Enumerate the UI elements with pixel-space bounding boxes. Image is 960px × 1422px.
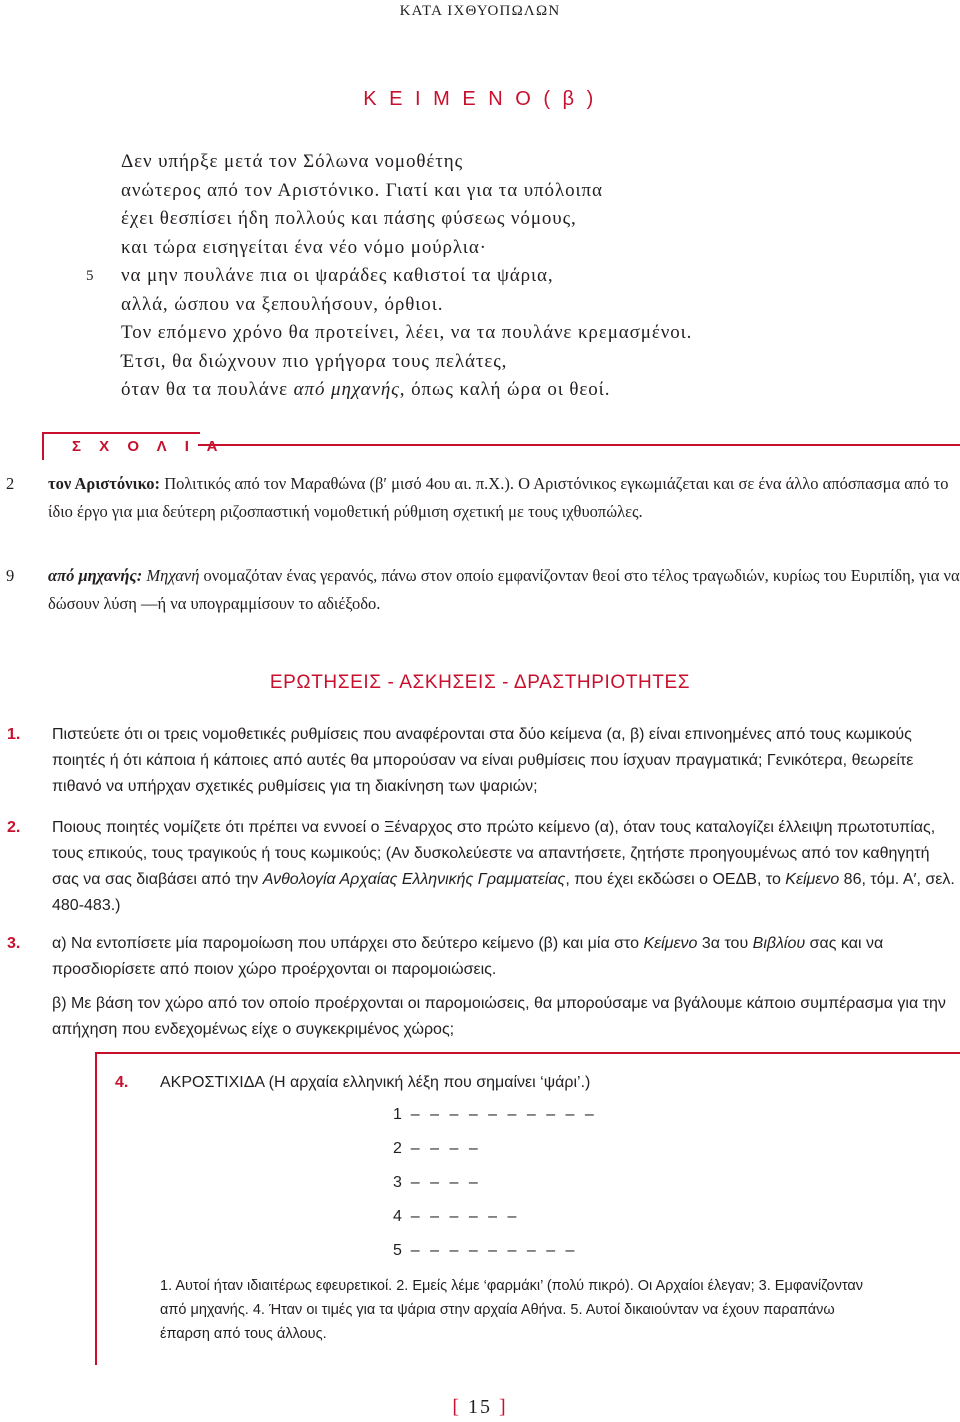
acrostic-row-number: 1 <box>393 1106 402 1123</box>
question-number: 1. <box>7 726 21 743</box>
note-text: Πολιτικός από τον Μαραθώνα (β′ μισό 4ου αι. π.Χ.). Ο Αριστόνικος εγκωμιάζεται και σε ένα άλλο απόσπασμα από το ίδιο έργο για μια δεύτερη ριζοσπαστική νομοθετική ρύθμιση σχετική με τους ιχθυοπώλες. <box>48 474 949 521</box>
poem-line-5 <box>86 262 921 291</box>
question-text-c: 86, τόμ. Α′, σελ. 480-483.) <box>52 871 955 914</box>
acrostic-blanks: – – – – <box>410 1140 481 1157</box>
acrostic-row-number: 3 <box>393 1174 402 1191</box>
question-1 <box>7 722 958 800</box>
note-number: 2 <box>6 474 15 493</box>
poem-text <box>86 148 921 405</box>
acrostic-row-number: 2 <box>393 1140 402 1157</box>
poem-line-2: ανώτερος από τον Αριστόνικο. Γιατί και για τα υπόλοιπα <box>121 179 603 201</box>
acrostic-row-3 <box>393 1174 481 1192</box>
poem-line-9-head: όταν θα τα πουλάνε <box>121 379 294 400</box>
question-number: 2. <box>7 819 21 836</box>
acrostic-title: ΑΚΡΟΣΤΙΧΙΔΑ (Η αρχαία ελληνική λέξη που σημαίνει ‘ψάρι’.) <box>160 1074 591 1091</box>
question-3a <box>52 931 958 983</box>
acrostic-box <box>95 1052 960 1365</box>
note-term: τον Αριστόνικο: <box>48 474 161 493</box>
acrostic-clues: 1. Αυτοί ήταν ιδιαιτέρως εφευρετικοί. 2. Εμείς λέμε ‘φαρμάκι’ (πολύ πικρό). Οι Αρχαίοι έλεγαν; 3. Εμφανίζονταν από μηχανής. 4. Ήταν οι τιμές για τα ψάρια στην αρχαία Αθήνα. 5. Αυτοί δικαιούνταν να έχουν παραπάνω έπαρση από τους άλλους. <box>160 1278 863 1342</box>
question-text-b: , που έχει εκδώσει ο ΟΕΔΒ, το <box>565 871 786 888</box>
question-text: Πιστεύετε ότι οι τρεις νομοθετικές ρυθμίσεις που αναφέρονται στα δύο κείμενα (α, β) είναι επινοημένες από τους κωμικούς ποιητές ή ότι κάποια ή κάποιες από αυτές θα μπορούσαν να είναι ρυθμίσεις που ίσχυαν πραγματικά; Γενικότερα, θεωρείτε πιθανό να υπήρχαν σχετικές ρυθμίσεις για τη διακίνηση των ψαριών; <box>52 726 914 795</box>
poem-line-5-text: να μην πουλάνε πια οι ψαράδες καθιστοί τα ψάρια, <box>121 265 554 286</box>
question-3b: β) Με βάση τον χώρο από τον οποίο προέρχονται οι παρομοιώσεις, θα μπορούσαμε να βγάλουμε κάποιο συμπέρασμα για την απήχηση που ενδεχομένως είχε ο συγκεκριμένος χώρος; <box>52 995 946 1038</box>
acrostic-blanks: – – – – – – – – – <box>410 1242 578 1259</box>
q3a-italic-2: Βιβλίου <box>752 935 806 952</box>
question-italic-b: Κείμενο <box>785 871 840 888</box>
question-number: 3. <box>7 935 21 952</box>
bracket-close: ] <box>499 1396 508 1418</box>
question-2 <box>7 815 958 919</box>
note-number: 9 <box>6 566 15 585</box>
q3a-text-2: 3α του <box>697 935 753 952</box>
scholia-header <box>0 432 960 460</box>
poem-line-9-italic: από μηχανής <box>293 379 400 400</box>
acrostic-heading <box>115 1074 591 1092</box>
acrostic-blanks: – – – – – – <box>410 1208 520 1225</box>
poem-line-4: και τώρα εισηγείται ένα νέο νόμο μούρλια· <box>121 236 487 258</box>
note-term: από μηχανής: <box>48 566 143 585</box>
poem-line-1: Δεν υπήρξε μετά τον Σόλωνα νομοθέτης <box>121 151 464 172</box>
acrostic-row-4 <box>393 1208 519 1226</box>
acrostic-row-number: 4 <box>393 1208 402 1225</box>
poem-line-6: αλλά, ώσπου να ξεπουλήσουν, όρθιοι. <box>121 293 444 315</box>
acrostic-blanks: – – – – – – – – – – <box>410 1106 597 1123</box>
scholia-label: Σ Χ Ο Λ Ι Α <box>72 438 225 455</box>
scholia-rule <box>198 444 960 446</box>
poem-line-9 <box>121 376 921 405</box>
page-number <box>0 1396 960 1419</box>
note-text: ονομαζόταν ένας γερανός, πάνω στον οποίο εμφανίζονταν θεοί στο τέλος τραγωδιών, κυρίως του Ευριπίδη, για να δώσουν λύση —ή να υπογραμμίσουν το αδιέξοδο. <box>48 566 960 613</box>
acrostic-row-5 <box>393 1242 577 1260</box>
scholia-note-9 <box>6 562 960 617</box>
question-text-a: Ποιους ποιητές νομίζετε ότι πρέπει να εννοεί ο Ξέναρχος στο πρώτο κείμενο (α), όταν τους καταλογίζει έλλειψη πρωτοτυπίας, τους επικούς, τους τραγικούς ή τους κωμικούς; (Αν δυσκολεύεστε να απαντήσετε, ζητήστε προηγουμένως από τον καθηγητή σας να σας διαβάσει από την <box>52 819 936 888</box>
note-italic: Μηχανή <box>142 566 200 585</box>
acrostic-row-1 <box>393 1106 597 1124</box>
question-italic-a: Ανθολογία Αρχαίας Ελληνικής Γραμματείας <box>262 871 566 888</box>
question-3 <box>7 931 958 1043</box>
q3a-text-3: σας και να προσδιορίσετε από ποιον χώρο προέρχονται οι παρομοιώσεις. <box>52 935 884 978</box>
poem-line-7: Τον επόμενο χρόνο θα προτείνει, λέει, να τα πουλάνε κρεμασμένοι. <box>121 322 693 343</box>
poem-line-8: Έτσι, θα διώχνουν πιο γρήγορα τους πελάτες, <box>121 350 508 372</box>
acrostic-row-2 <box>393 1140 481 1158</box>
page-number-value: 15 <box>468 1396 492 1418</box>
q3a-text-1: α) Να εντοπίσετε μία παρομοίωση που υπάρχει στο δεύτερο κείμενο (β) και μία στο <box>52 935 644 952</box>
acrostic-row-number: 5 <box>393 1242 402 1259</box>
poem-line-9-tail: , όπως καλή ώρα οι θεοί. <box>399 379 611 400</box>
running-head: ΚΑΤΑ ΙΧΘΥΟΠΩΛΩΝ <box>399 3 561 19</box>
exercises-title: ΕΡΩΤΗΣΕΙΣ - ΑΣΚΗΣΕΙΣ - ΔΡΑΣΤΗΡΙΟΤΗΤΕΣ <box>269 672 691 693</box>
q3a-italic-1: Κείμενο <box>643 935 698 952</box>
line-number-5: 5 <box>86 268 95 284</box>
question-number: 4. <box>115 1074 129 1091</box>
scholia-note-2 <box>6 470 960 525</box>
poem-line-3: έχει θεσπίσει ήδη πολλούς και πάσης φύσεως νόμους, <box>121 208 577 229</box>
acrostic-blanks: – – – – <box>410 1174 481 1191</box>
text-b-title: Κ Ε Ι Μ Ε Ν Ο ( β ) <box>363 88 597 110</box>
bracket-open: [ <box>452 1396 461 1418</box>
